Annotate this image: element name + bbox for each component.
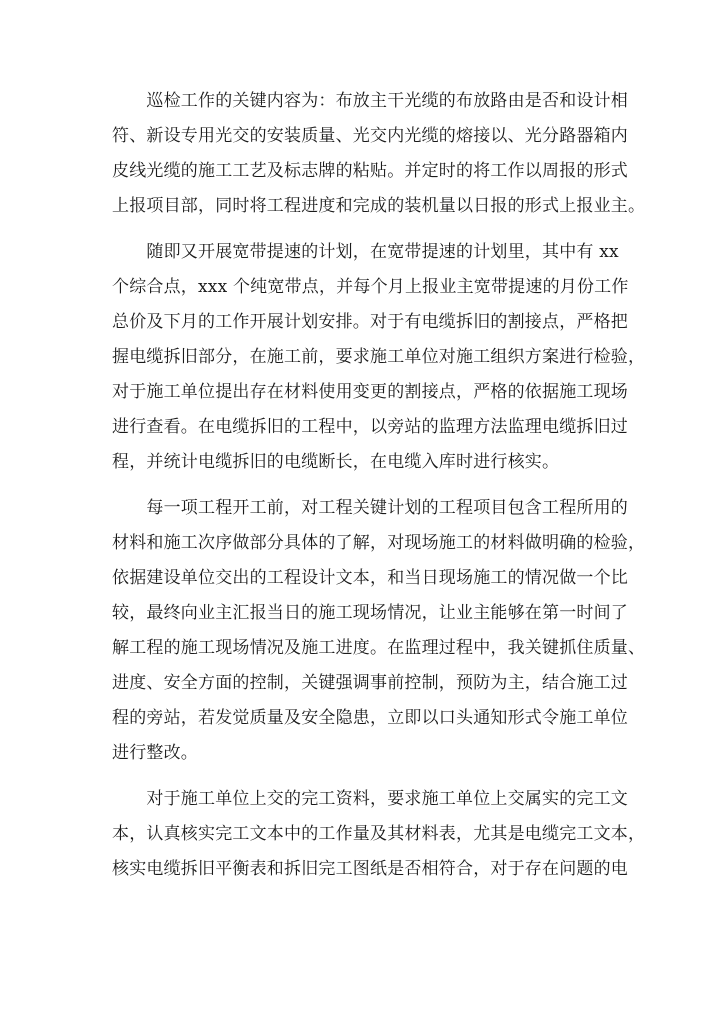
paragraph-gap: [112, 224, 608, 235]
paragraph-completion-docs: [112, 782, 646, 887]
paragraph-pre-construction: [112, 491, 646, 771]
text-line: 核实电缆拆旧平衡表和拆旧完工图纸是否相符合，对于存在问题的电: [112, 859, 628, 879]
text-line: 依据建设单位交出的工程设计文本，和当日现场施工的情况做一个比: [112, 568, 628, 588]
text-line: 握电缆拆旧部分，在施工前，要求施工单位对施工组织方案进行检验，: [112, 347, 646, 367]
text-line: 巡检工作的关键内容为：布放主干光缆的布放路由是否和设计相: [112, 91, 628, 111]
text-line: 进行整改。: [112, 743, 198, 763]
text-line: 皮线光缆的施工工艺及标志牌的粘贴。并定时的将工作以周报的形式: [112, 161, 628, 181]
text-line: 总价及下月的工作开展计划安排。对于有电缆拆旧的割接点，严格把: [112, 312, 628, 332]
text-line: 每一项工程开工前，对工程关键计划的工程项目包含工程所用的: [112, 498, 628, 518]
text-line: 上报项目部，同时将工程进度和完成的装机量以日报的形式上报业主。: [112, 196, 646, 216]
text-line: 符、新设专用光交的安装质量、光交内光缆的熔接以、光分路器箱内: [112, 126, 628, 146]
text-line: 程，并统计电缆拆旧的电缆断长，在电缆入库时进行核实。: [112, 452, 560, 472]
text-line: 随即又开展宽带提速的计划，在宽带提速的计划里，其中有 xx: [112, 242, 619, 262]
text-line: 对于施工单位上交的完工资料，要求施工单位上交属实的完工文: [112, 789, 628, 809]
paragraph-gap: [112, 771, 608, 782]
text-line: 材料和施工次序做部分具体的了解，对现场施工的材料做明确的检验，: [112, 533, 646, 553]
document-body: [112, 84, 646, 887]
text-line: 本，认真核实完工文本中的工作量及其材料表，尤其是电缆完工文本，: [112, 824, 646, 844]
text-line: 进行查看。在电缆拆旧的工程中，以旁站的监理方法监理电缆拆旧过: [112, 417, 628, 437]
text-line: 对于施工单位提出存在材料使用变更的割接点，严格的依据施工现场: [112, 382, 628, 402]
text-line: 个综合点，xxx 个纯宽带点，并每个月上报业主宽带提速的月份工作: [112, 277, 629, 297]
paragraph-broadband: [112, 235, 646, 480]
paragraph-inspection: [112, 84, 646, 224]
text-line: 解工程的施工现场情况及施工进度。在监理过程中，我关键抓住质量、: [112, 638, 646, 658]
text-line: 较，最终向业主汇报当日的施工现场情况，让业主能够在第一时间了: [112, 603, 628, 623]
text-line: 程的旁站，若发觉质量及安全隐患，立即以口头通知形式令施工单位: [112, 708, 628, 728]
text-line: 进度、安全方面的控制，关键强调事前控制，预防为主，结合施工过: [112, 673, 628, 693]
paragraph-gap: [112, 480, 608, 491]
